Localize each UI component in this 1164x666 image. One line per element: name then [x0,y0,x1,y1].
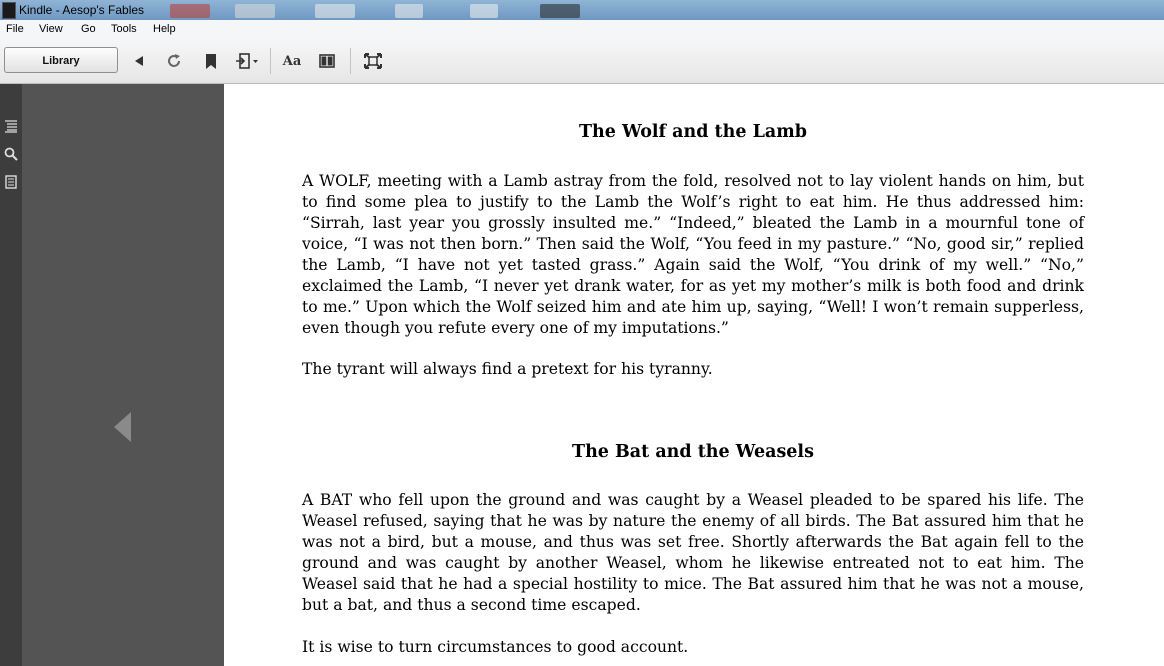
menu-help[interactable]: Help [153,23,176,35]
toolbar [0,40,1164,84]
story-text: A BAT who fell upon the ground and was caught by a Weasel pleaded to be spared his life. The Weasel refused, saying that he was by nature the enemy of all birds. The Bat assured him that he was not a bird, but a mouse, and thus was set free. Shortly afterwards the Bat again fell to the ground and was caught by another Weasel, whom he likewise entreated not to eat him. The Weasel said that he had a special hostility to mice. The Bat assured him that he was not a mouse, but a bat, and thus a second time escaped. [302,491,1084,614]
menu-tools[interactable]: Tools [111,23,137,35]
bookmark-icon[interactable] [200,50,222,72]
book-page [224,84,1164,666]
story-text: A WOLF, meeting with a Lamb astray from the fold, resolved not to lay violent hands on him, but to find some plea to justify to the Lamb the Wolf’s right to eat him. He thus addressed him: “Sirrah, last year you grossly insulted me.” “Indeed,” bleated the Lamb in a mournful tone of voice, “I was not then born.” Then said the Wolf, “You feed in my pasture.” “No, good sir,” replied the Lamb, “I have not yet tasted grass.” Again said the Wolf, “You drink of my well.” “No,” exclaimed the Lamb, “I never yet drank water, for as yet my mother’s milk is both food and drink to me.” Upon which the Wolf seized him and ate him up, saying, “Well! I won’t remain supperless, even though you refute every one of my imputations.” [302,172,1084,337]
back-icon[interactable] [128,50,150,72]
left-sidebar [0,84,22,666]
taskbar-thumbnail [170,4,210,18]
taskbar-thumbnail [315,4,355,18]
search-icon[interactable] [3,146,19,162]
taskbar-thumbnail [395,4,423,18]
menu-file[interactable]: File [6,23,24,35]
columns-icon[interactable] [316,50,338,72]
previous-page-arrow-icon[interactable] [114,412,131,442]
left-page-margin [22,84,224,666]
toolbar-separator [270,48,271,74]
story-title: The Wolf and the Lamb [579,122,807,142]
story-moral: The tyrant will always find a pretext for his tyranny. [302,360,713,378]
title-bar [0,0,1164,20]
library-button[interactable]: Library [4,47,118,73]
sync-icon[interactable] [163,50,185,72]
toc-icon[interactable] [3,118,19,134]
taskbar-thumbnail [540,4,580,18]
taskbar-thumbnail [470,4,498,18]
goto-icon[interactable] [234,50,260,72]
menu-go[interactable]: Go [81,23,96,35]
font-settings-icon[interactable]: Aa [282,53,302,69]
toolbar-separator [350,48,351,74]
taskbar-thumbnail [235,4,275,18]
fullscreen-icon[interactable] [362,50,384,72]
menu-bar [0,20,1164,40]
story-moral: It is wise to turn circumstances to good account. [302,638,689,656]
window-title: Kindle - Aesop's Fables [19,3,145,17]
notes-icon[interactable] [3,174,19,190]
kindle-app-icon [2,2,16,19]
menu-view[interactable]: View [39,23,63,35]
story-title: The Bat and the Weasels [572,442,814,462]
